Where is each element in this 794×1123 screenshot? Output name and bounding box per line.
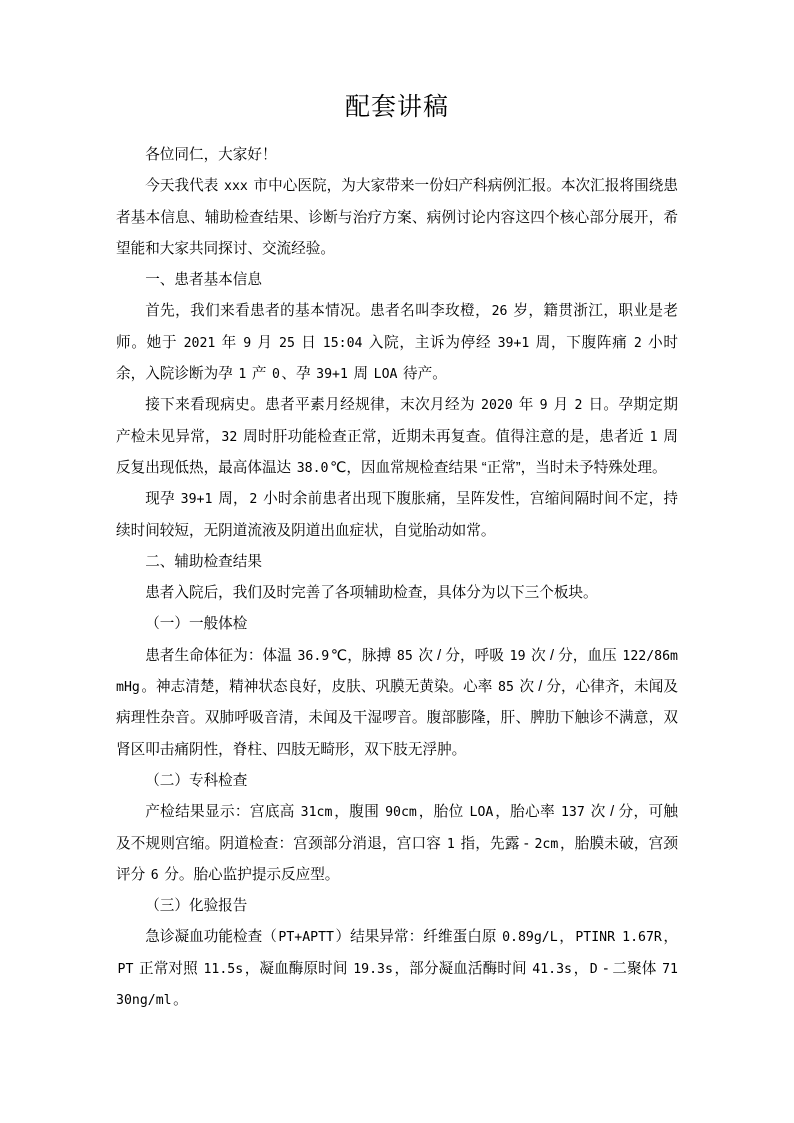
page-title: 配套讲稿 [344,94,449,121]
patient-basic-info-paragraph: 首先，我们来看患者的基本情况。患者名叫李玫橙， 26 岁，籍贯浙江，职业是老师。她于 2021 年 9 月 25 日 15:04 入院，主诉为停经 39+1 周，下腹阵痛 2 小时余，入院诊断为孕 1 产 0 、孕 39+1 周 LOA 待产。 [116,303,678,383]
present-illness-history-paragraph: 接下来看现病史。患者平素月经规律，末次月经为 2020 年 9 月 2 日。孕期定期产检未见异常， 32 周时肝功能检查正常，近期未再复查。值得注意的是，患者近 1 周反复出现低热，最高体温达 38.0 ℃，因血常规检查结果 “正常”，当时未予特殊处理。 [116,397,678,476]
current-pregnancy-paragraph: 现孕 39+1 周， 2 小时余前患者出现下腹胀痛，呈阵发性，宫缩间隔时间不定，持续时间较短，无阴道流液及阴道出血症状，自觉胎动如常。 [116,491,679,539]
intro-paragraph: 今天我代表 xxx 市中心医院，为大家带来一份妇产科病例汇报。本次汇报将围绕患者基本信息、辅助检查结果、诊断与治疗方案、病例讨论内容这四个核心部分展开，希望能和大家共同探讨、交流经验。 [116,178,678,257]
specialist-exam-paragraph: 产检结果显示：宫底高 31cm ，腹围 90cm ，胎位 LOA ，胎心率 137 次 / 分，可触及不规则宫缩。阴道检查：宫颈部分消退，宫口容 1 指，先露 - 2cm ，胎膜未破，宫颈评分 6 分。胎心监护提示反应型。 [116,804,679,883]
greeting-paragraph: 各位同仁，大家好！ [145,147,277,163]
subsection-heading-specialist-exam: （二）专科检查 [145,772,248,789]
subsection-heading-general-exam: （一）一般体检 [145,616,248,633]
section-heading-auxiliary-exams: 二、辅助检查结果 [145,553,262,570]
auxiliary-exam-intro-paragraph: 患者入院后，我们及时完善了各项辅助检查，具体分为以下三个板块。 [145,585,598,602]
subsection-heading-lab-report: （三）化验报告 [145,898,248,915]
lab-report-paragraph: 急诊凝血功能检查（ PT+APTT ）结果异常：纤维蛋白原 0.89g/L ， PTINR 1.67R ，PT 正常对照 11.5s ，凝血酶原时间 19.3s ，部分凝血活酶时间 41.3s ， D - 二聚体 7130ng/ml 。 [116,929,678,1009]
section-heading-patient-basic-info: 一、患者基本信息 [145,272,262,289]
general-exam-paragraph: 患者生命体征为：体温 36.9 ℃，脉搏 85 次 / 分，呼吸 19 次 / 分，血压 122/86mmHg 。神志清楚，精神状态良好，皮肤、巩膜无黄染。心率 85 次 / 分，心律齐，未闻及病理性杂音。双肺呼吸音清，未闻及干湿啰音。腹部膨隆，肝、脾肋下触诊不满意，双肾区叩击痛阴性，脊柱、四肢无畸形，双下肢无浮肿。 [116,647,678,758]
document-body [116,140,678,1016]
